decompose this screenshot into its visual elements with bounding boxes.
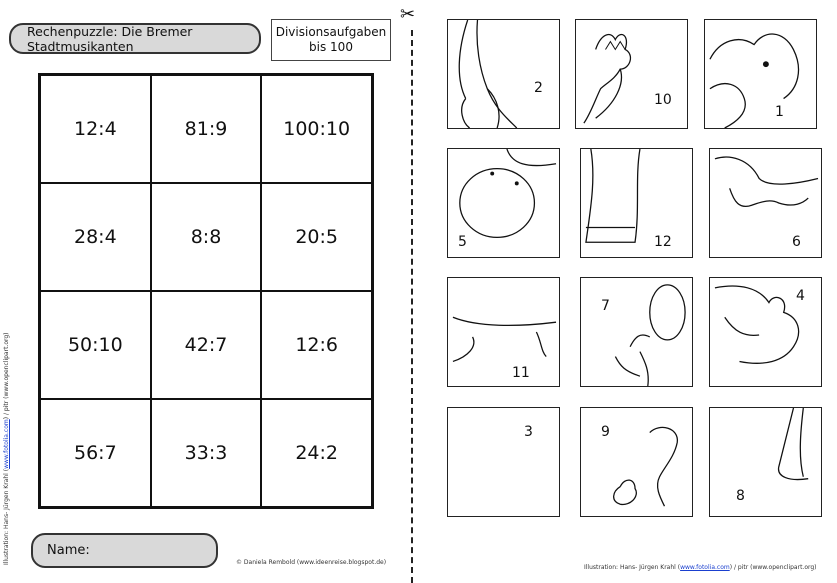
puzzle-piece — [580, 277, 693, 387]
grid-cell: 20:5 — [261, 183, 372, 291]
subtitle-line-1: Divisionsaufgaben — [275, 25, 387, 39]
cut-line — [411, 30, 413, 583]
illustration-credit: Illustration: Hans- Jürgen Krahl (www.fotolia.com) / pitr (www.openclipart.org) — [584, 564, 817, 571]
puzzle-piece — [447, 407, 560, 517]
piece-number: 6 — [792, 234, 801, 250]
piece-number: 11 — [512, 365, 530, 381]
donkey-leg-illustration — [581, 149, 692, 257]
dog-paws-illustration — [710, 149, 821, 257]
title-text: Rechenpuzzle: Die Bremer Stadtmusikanten — [27, 23, 193, 54]
grid-cell: 28:4 — [40, 183, 151, 291]
illustration-credit-vertical: Illustration: Hans- Jürgen Krahl (www.fotolia.com) / pitr (www.openclipart.org) — [3, 332, 10, 565]
name-field[interactable] — [31, 533, 218, 568]
donkey-hindleg-illustration — [710, 408, 821, 516]
grid-cell: 33:3 — [151, 399, 262, 507]
piece-number: 12 — [654, 234, 672, 250]
puzzle-piece — [709, 277, 822, 387]
piece-number: 8 — [736, 488, 745, 504]
puzzle-piece — [580, 148, 693, 258]
rooster-donkey-illustration — [581, 278, 692, 386]
rooster-illustration — [576, 20, 687, 128]
donkey-ear-illustration — [448, 20, 559, 128]
piece-number: 3 — [524, 424, 533, 440]
donkey-body-illustration — [448, 278, 559, 386]
grid-cell: 8:8 — [151, 183, 262, 291]
piece-number: 4 — [796, 288, 805, 304]
subtitle-line-2: bis 100 — [309, 40, 353, 54]
piece-number: 5 — [458, 234, 467, 250]
cat-donkey-illustration — [705, 20, 816, 128]
grid-cell: 50:10 — [40, 291, 151, 399]
piece-number: 10 — [654, 92, 672, 108]
grid-cell: 12:6 — [261, 291, 372, 399]
puzzle-piece — [447, 148, 560, 258]
piece-number: 2 — [534, 80, 543, 96]
puzzle-piece — [704, 19, 817, 129]
puzzle-piece — [580, 407, 693, 517]
credit-link[interactable]: www.fotolia.com — [3, 419, 10, 469]
grid-cell: 56:7 — [40, 399, 151, 507]
puzzle-piece — [709, 148, 822, 258]
division-grid — [38, 73, 374, 509]
grid-cell: 81:9 — [151, 75, 262, 183]
scissors-icon: ✂ — [400, 4, 416, 25]
rooster-cat-illustration — [581, 408, 692, 516]
grid-cell: 12:4 — [40, 75, 151, 183]
worksheet-title — [9, 23, 261, 54]
piece-number: 7 — [601, 298, 610, 314]
credit-link[interactable]: www.fotolia.com — [680, 564, 730, 571]
grid-cell: 24:2 — [261, 399, 372, 507]
piece-number: 9 — [601, 424, 610, 440]
puzzle-piece — [447, 277, 560, 387]
subtitle-box — [271, 19, 391, 61]
name-label: Name: — [47, 543, 90, 558]
piece-number: 1 — [775, 104, 784, 120]
puzzle-piece — [575, 19, 688, 129]
grid-cell: 42:7 — [151, 291, 262, 399]
copyright-text: © Daniela Rembold (www.ideenreise.blogspot.de) — [236, 559, 387, 566]
grid-cell: 100:10 — [261, 75, 372, 183]
puzzle-piece — [447, 19, 560, 129]
puzzle-piece — [709, 407, 822, 517]
